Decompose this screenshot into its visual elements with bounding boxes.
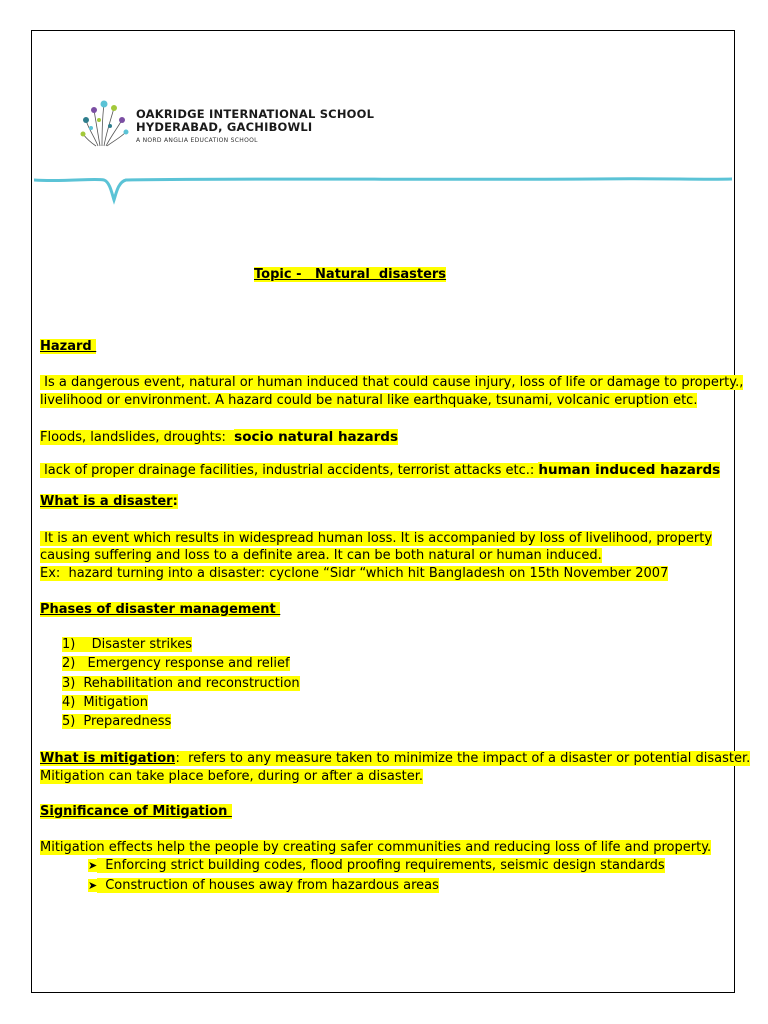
- mitigation-definition-line2: Mitigation can take place before, during or after a disaster.: [40, 769, 423, 784]
- disaster-example: Ex: hazard turning into a disaster: cyclone “Sidr “which hit Bangladesh on 15th November 2007: [40, 566, 669, 581]
- bullet-item: [88, 877, 439, 895]
- hazard-definition-line1: Is a dangerous event, natural or human induced that could cause injury, loss of life or damage to property.,: [40, 375, 744, 390]
- wave-divider: [34, 168, 732, 208]
- disaster-definition-line2: causing suffering and loss to a definite area. It can be both natural or human induced.: [40, 548, 602, 563]
- disaster-heading-colon: :: [172, 494, 178, 509]
- school-logo-icon: [80, 98, 132, 154]
- significance-heading: Significance of Mitigation: [40, 804, 232, 819]
- phase-text: Emergency response and relief: [75, 656, 289, 671]
- school-affiliation: A NORD ANGLIA EDUCATION SCHOOL: [136, 137, 258, 144]
- phase-item: [62, 713, 171, 731]
- socio-natural-examples: Floods, landslides, droughts:: [40, 430, 235, 445]
- phase-item: [62, 655, 290, 673]
- school-location: HYDERABAD, GACHIBOWLI: [136, 120, 313, 134]
- human-induced-examples: lack of proper drainage facilities, industrial accidents, terrorist attacks etc.:: [40, 463, 539, 478]
- mitigation-definition-line1: : refers to any measure taken to minimize the impact of a disaster or potential disaster.: [175, 751, 751, 766]
- phase-text: Rehabilitation and reconstruction: [75, 676, 299, 691]
- significance-paragraph: Mitigation effects help the people by creating safer communities and reducing loss of life and property.: [40, 840, 712, 855]
- arrow-bullet-icon: ➤: [88, 859, 98, 872]
- phases-heading: Phases of disaster management: [40, 602, 281, 617]
- arrow-bullet-icon: ➤: [88, 879, 98, 892]
- disaster-definition-line1: It is an event which results in widespread human loss. It is accompanied by loss of livelihood, property: [40, 531, 713, 546]
- phase-number: 5): [62, 714, 76, 729]
- phase-number: 3): [62, 676, 76, 691]
- phase-number: 2): [62, 656, 76, 671]
- hazard-definition-line2: livelihood or environment. A hazard could be natural like earthquake, tsunami, volcanic eruption etc.: [40, 393, 698, 408]
- bullet-text: Construction of houses away from hazardous areas: [97, 878, 439, 893]
- bullet-text: Enforcing strict building codes, flood proofing requirements, seismic design standards: [97, 858, 664, 873]
- topic-title: Topic - Natural disasters: [254, 267, 447, 282]
- mitigation-heading: What is mitigation: [40, 751, 176, 766]
- bullet-item: [88, 857, 665, 875]
- phase-item: [62, 636, 192, 654]
- disaster-heading: What is a disaster: [40, 494, 173, 509]
- human-induced-label: human induced hazards: [538, 462, 721, 478]
- phase-number: 1): [62, 637, 76, 652]
- phase-text: Disaster strikes: [75, 637, 192, 652]
- socio-natural-label: socio natural hazards: [234, 429, 398, 445]
- phase-item: [62, 694, 148, 712]
- phase-text: Preparedness: [75, 714, 171, 729]
- phase-item: [62, 675, 300, 693]
- hazard-heading: Hazard: [40, 339, 97, 354]
- phase-text: Mitigation: [75, 695, 148, 710]
- school-name: OAKRIDGE INTERNATIONAL SCHOOL: [136, 107, 375, 121]
- phase-number: 4): [62, 695, 76, 710]
